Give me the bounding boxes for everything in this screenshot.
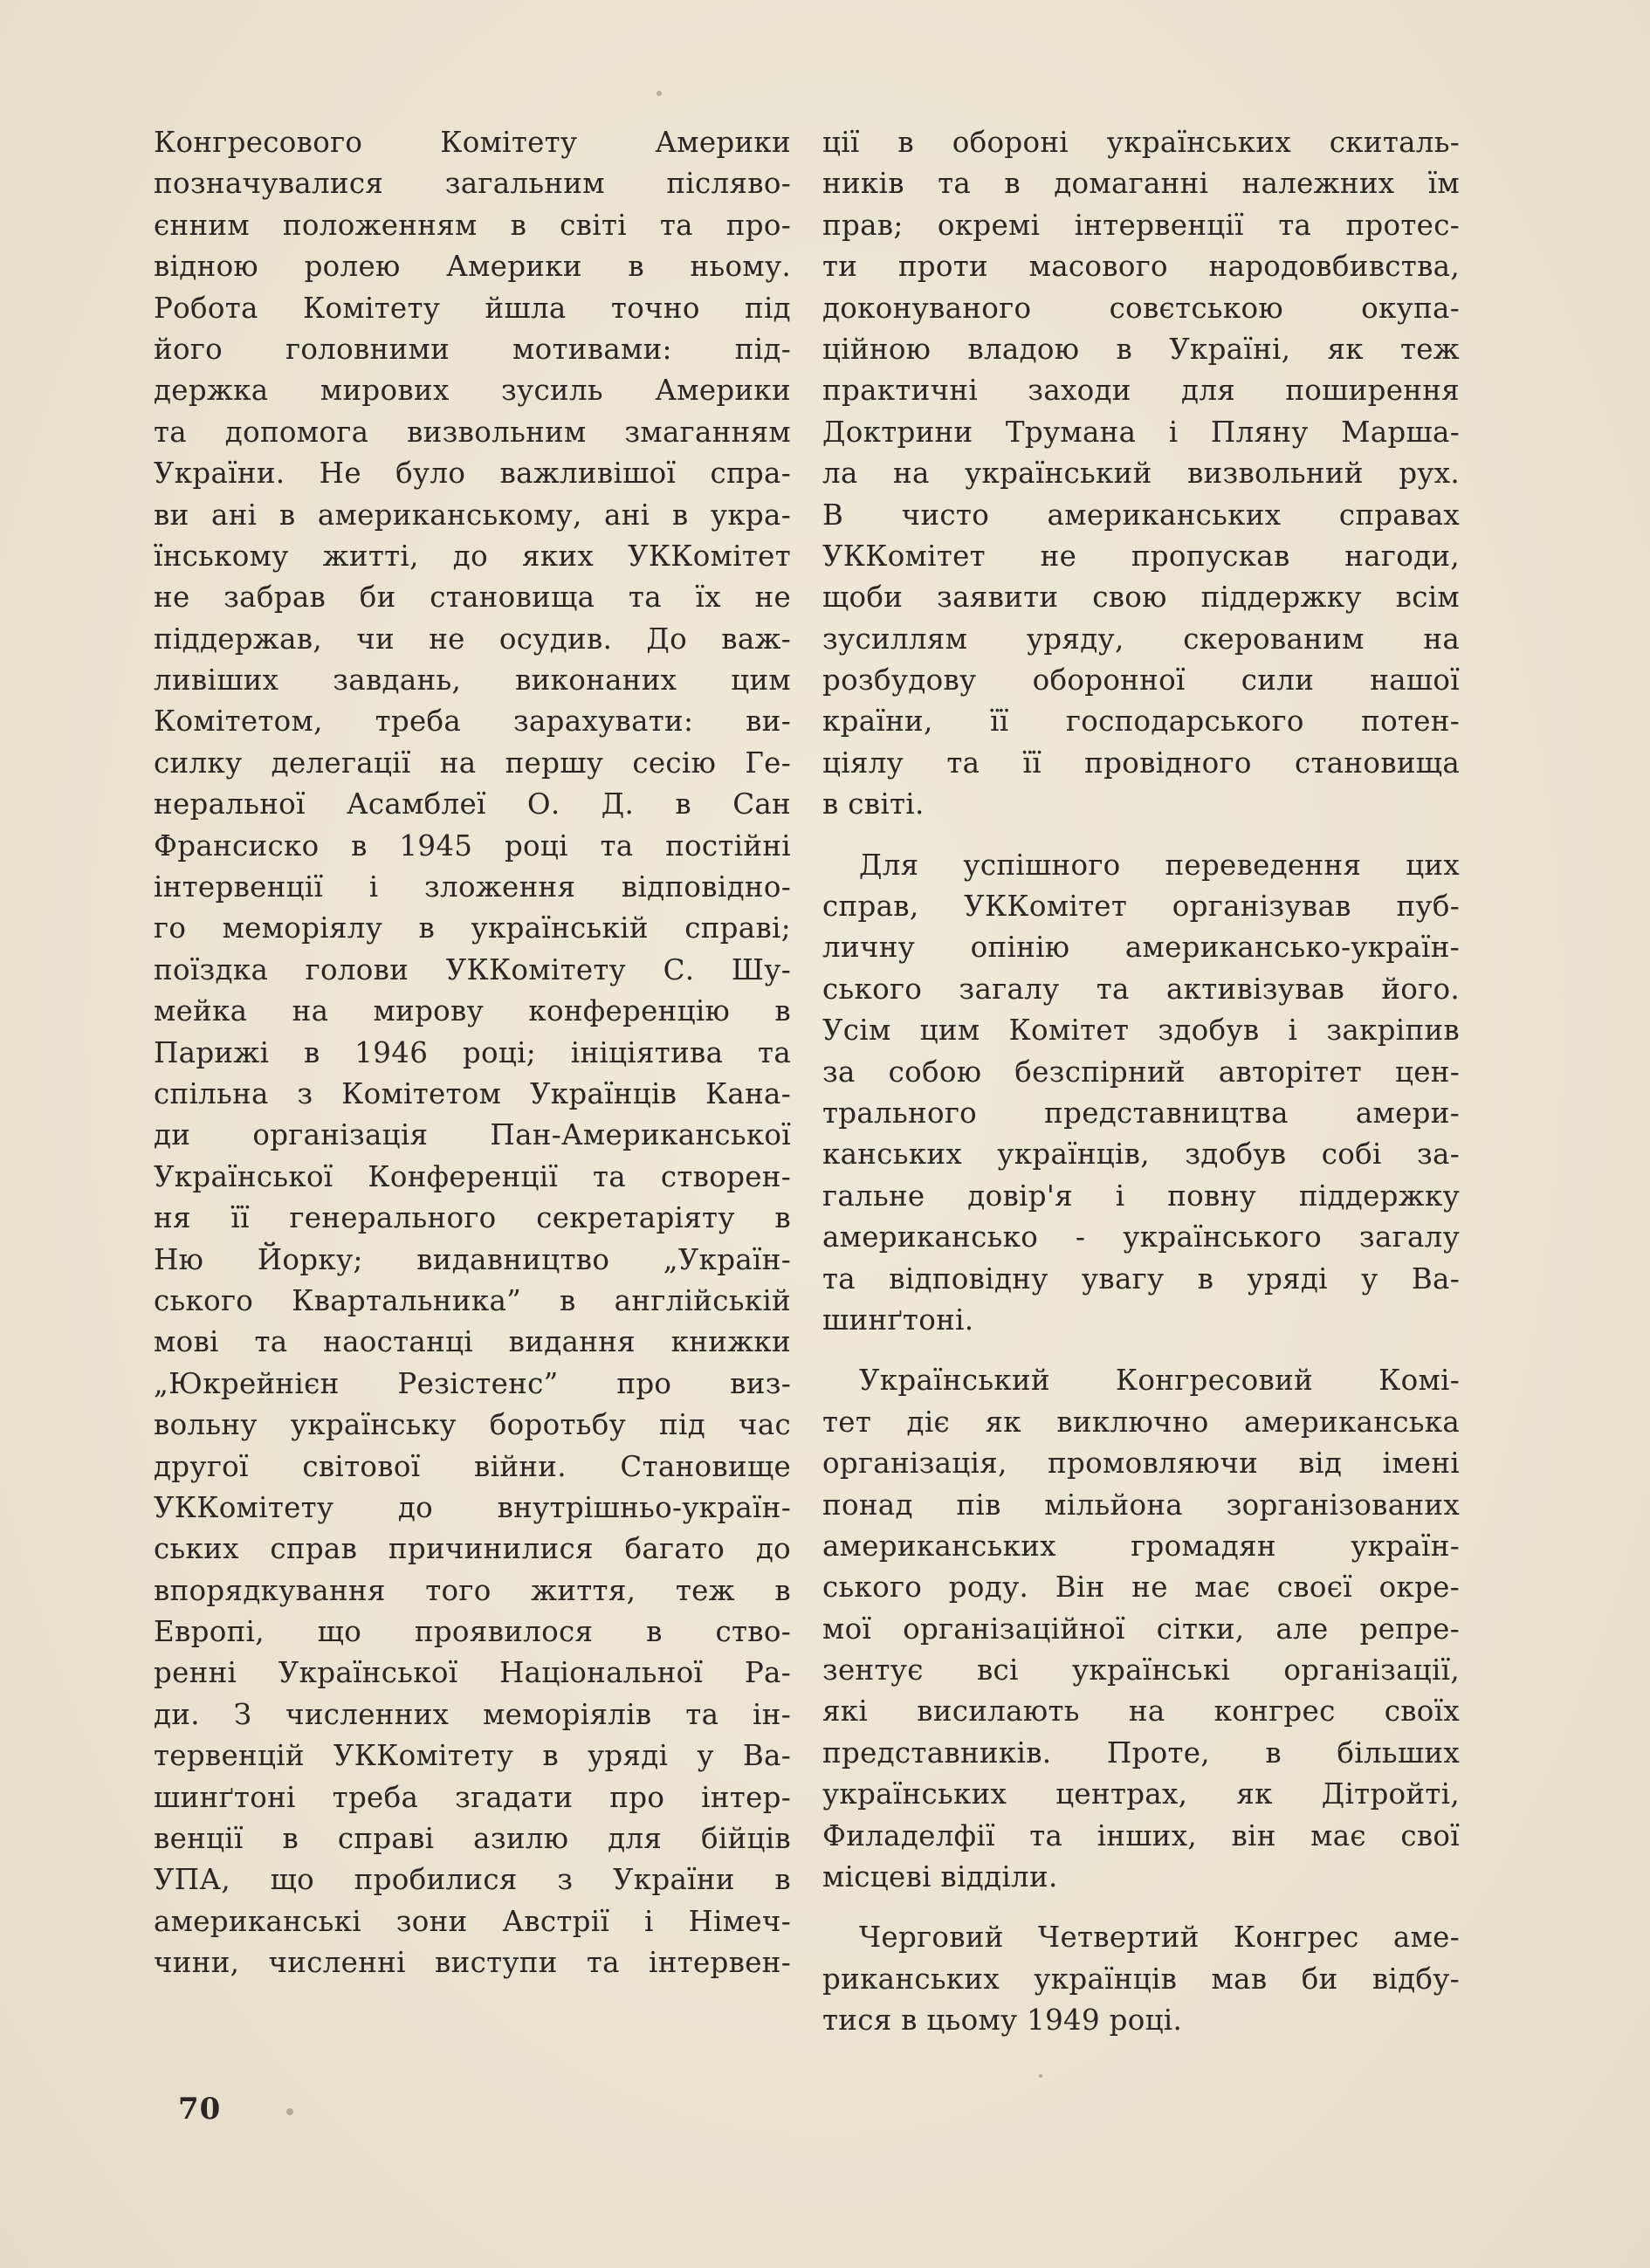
text-line: ського роду. Він не має своєї окре-: [822, 1570, 1460, 1605]
text-line: та допомога визвольним змаганням: [154, 415, 791, 449]
text-line: ви ані в американському, ані в укра-: [154, 498, 791, 532]
text-line: шинґтоні треба згадати про інтер-: [154, 1780, 791, 1814]
text-line: В чисто американських справах: [822, 498, 1460, 532]
text-line: країни, її господарського потен-: [822, 704, 1460, 739]
text-line: Филаделфії та інших, він має свої: [822, 1818, 1460, 1852]
text-line: ського загалу та активізував його.: [822, 972, 1460, 1006]
text-line: ливіших завдань, виконаних цим: [154, 663, 791, 698]
text-line: мої організаційної сітки, але репре-: [822, 1612, 1460, 1646]
paper-speck: [657, 91, 662, 96]
text-line: Української Конференції та створен-: [154, 1159, 791, 1193]
text-line: впорядкування того життя, теж в: [154, 1573, 791, 1607]
text-line: УККомітету до внутрішньо-україн-: [154, 1490, 791, 1524]
text-line: та відповідну увагу в уряді у Ва-: [822, 1261, 1460, 1296]
text-line: не забрав би становища та їх не: [154, 581, 791, 615]
text-line: Конгресового Комітету Америки: [154, 126, 791, 159]
text-line: ників та в домаганні належних їм: [822, 167, 1460, 201]
text-line: доконуваного совєтською окупа-: [822, 291, 1460, 325]
text-line: справ, УККомітет організував пуб-: [822, 890, 1460, 924]
text-line: американських громадян україн-: [822, 1529, 1460, 1563]
text-line: їнському житті, до яких УККомітет: [154, 539, 791, 573]
text-line: ла на український визвольний рух.: [822, 457, 1460, 491]
text-line: Парижі в 1946 році; ініціятива та: [154, 1035, 791, 1069]
text-line: ційною владою в Україні, як теж: [822, 332, 1460, 366]
text-line: канських українців, здобув собі за-: [822, 1137, 1460, 1172]
text-line: „Юкрейнієн Резістенс” про виз-: [154, 1366, 791, 1400]
paragraph-gap: [822, 826, 1460, 845]
text-line: личну опінію американсько-україн-: [822, 931, 1460, 965]
right-text-column: [822, 122, 1460, 2042]
text-line: ських справ причинилися багато до: [154, 1532, 791, 1566]
text-line: Український Конгресовий Комі-: [859, 1364, 1460, 1398]
text-line: його головними мотивами: під-: [154, 332, 791, 366]
text-line: УККомітет не пропускав нагоди,: [822, 539, 1460, 573]
text-line: ціялу та її провідного становища: [822, 746, 1460, 780]
text-line: американсько - українського загалу: [822, 1220, 1460, 1254]
paragraph-gap: [822, 1898, 1460, 1917]
text-line: мові та наостанці видання книжки: [154, 1325, 791, 1359]
text-line: ренні Української Національної Ра-: [154, 1656, 791, 1690]
text-line: місцеві відділи.: [822, 1860, 1058, 1894]
text-line: ди. З численних меморіялів та ін-: [154, 1697, 791, 1731]
text-line: українських центрах, як Дітройті,: [822, 1777, 1460, 1811]
text-line: ди організація Пан-Американської: [154, 1118, 791, 1152]
text-line: піддержав, чи не осудив. До важ-: [154, 622, 791, 656]
text-line: позначувалися загальним післяво-: [154, 167, 791, 201]
text-line: Франсиско в 1945 році та постійні: [154, 828, 791, 863]
text-line: другої світової війни. Становище: [154, 1449, 791, 1483]
text-line: єнним положенням в світі та про-: [154, 208, 791, 242]
text-line: УПА, що пробилися з України в: [154, 1863, 791, 1897]
text-line: шинґтоні.: [822, 1302, 974, 1337]
text-line: тися в цьому 1949 році.: [822, 2003, 1183, 2038]
text-line: тет діє як виключно американська: [822, 1405, 1460, 1439]
text-line: го меморіялу в українській справі;: [154, 911, 791, 945]
text-line: мейка на мирову конференцію в: [154, 994, 791, 1028]
text-line: спільна з Комітетом Українців Кана-: [154, 1076, 791, 1110]
text-line: венції в справі азилю для бійців: [154, 1822, 791, 1856]
text-line: Европі, що проявилося в ство-: [154, 1615, 791, 1649]
paper-speck: [1039, 2074, 1042, 2078]
text-line: за собою безспірний авторітет цен-: [822, 1055, 1460, 1089]
text-line: чини, численні виступи та інтервен-: [154, 1946, 791, 1980]
text-line: силку делегації на першу сесію Ге-: [154, 746, 791, 780]
text-line: інтервенції і зложення відповідно-: [154, 870, 791, 904]
text-line: вольну українську боротьбу під час: [154, 1408, 791, 1442]
text-line: Для успішного переведення цих: [859, 848, 1460, 882]
text-line: Доктрини Трумана і Пляну Марша-: [822, 415, 1460, 449]
text-line: в світі.: [822, 787, 925, 821]
text-line: організація, промовляючи від імені: [822, 1447, 1460, 1481]
text-line: риканських українців мав би відбу-: [822, 1962, 1460, 1996]
text-line: розбудову оборонної сили нашої: [822, 663, 1460, 698]
text-line: прав; окремі інтервенції та протес-: [822, 208, 1460, 242]
text-line: зентує всі українські організації,: [822, 1653, 1460, 1687]
text-line: трального представництва амери-: [822, 1096, 1460, 1130]
text-line: американські зони Австрії і Німеч-: [154, 1904, 791, 1938]
text-line: які висилають на конгрес своїх: [822, 1694, 1460, 1728]
text-line: ції в обороні українських скиталь-: [822, 126, 1460, 159]
text-line: Ню Йорку; видавництво „Україн-: [154, 1242, 791, 1276]
text-line: держка мирових зусиль Америки: [154, 374, 791, 408]
page-number: 70: [178, 2092, 222, 2127]
text-line: ського Квартальника” в англійській: [154, 1283, 791, 1317]
text-line: гальне довір'я і повну піддержку: [822, 1179, 1460, 1213]
text-line: Усім цим Комітет здобув і закріпив: [822, 1014, 1460, 1048]
text-line: поїздка голови УККомітету С. Шу-: [154, 952, 791, 986]
text-line: Робота Комітету йшла точно під: [154, 291, 791, 325]
text-line: практичні заходи для поширення: [822, 374, 1460, 408]
text-line: зусиллям уряду, скерованим на: [822, 622, 1460, 656]
paper-speck: [286, 2108, 293, 2115]
text-line: відною ролею Америки в ньому.: [154, 250, 791, 284]
text-line: Черговий Четвертий Конгрес аме-: [859, 1921, 1460, 1955]
text-line: щоби заявити свою піддержку всім: [822, 581, 1460, 615]
text-line: представників. Проте, в більших: [822, 1735, 1460, 1770]
text-line: України. Не було важливішої спра-: [154, 457, 791, 491]
paragraph-gap: [822, 1341, 1460, 1360]
text-line: ти проти масового народовбивства,: [822, 250, 1460, 284]
text-line: неральної Асамблеї О. Д. в Сан: [154, 787, 791, 821]
text-line: ня її генерального секретаріяту в: [154, 1201, 791, 1235]
text-line: понад пів мільйона зорганізованих: [822, 1488, 1460, 1522]
text-line: тервенцій УККомітету в уряді у Ва-: [154, 1739, 791, 1773]
left-text-column: [154, 122, 791, 1984]
text-line: Комітетом, треба зарахувати: ви-: [154, 704, 791, 739]
